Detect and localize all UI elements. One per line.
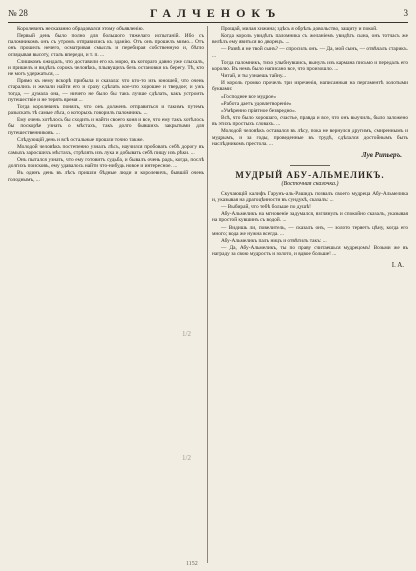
- story-initials: I. A.: [391, 261, 404, 270]
- magazine-title: ГАЛЧЕНОКЪ: [150, 5, 282, 20]
- story-paragraph: — Выбирай, что тебѣ больше по душѣ!: [221, 204, 311, 211]
- left-paragraph: Онъ пытался узнать, что ему готовитъ судьба, и бывалъ очень радъ, когда, послѣ долгихъ поисковъ, ему удавалось найти что-нибудь новое и интересное. ...: [8, 157, 204, 170]
- right-paragraph: Всѣ, что было хорошаго, счастье, правда и все, что онъ выучилъ, было заложено въ этихъ простыхъ словахъ. ...: [212, 115, 408, 128]
- pencil-mark: 1/2: [182, 454, 191, 462]
- right-paragraph: — Развѣ я не твой сынъ? — спросилъ онъ. — Да, мой сынъ, — отвѣчалъ старикъ. ...: [212, 46, 408, 59]
- left-paragraph: Королевичъ несказанно обрадовался этому объявленію.: [17, 26, 144, 32]
- left-paragraph: Тогда королевичъ понялъ, что онъ долженъ отправиться и такимъ путемъ разыскать тѣ самые лѣса, о которыхъ говорилъ паломникъ. ...: [8, 103, 204, 117]
- header-rule: [8, 22, 408, 23]
- right-paragraph: «Господнее все мудрое»: [221, 93, 277, 100]
- story-paragraph: Абу-Альмеликъ на мгновеніе задумался, взглянулъ и спокойно сказалъ, указывая на простой кувшинъ съ водой. ...: [212, 211, 408, 224]
- pencil-mark: 1/2: [182, 330, 191, 338]
- page-number: 3: [403, 8, 408, 18]
- right-paragraph: Когда король увидѣлъ паломника съ желаніемъ увидѣть сына, онъ тотчасъ же велѣлъ ему явиться во дворецъ. ...: [212, 33, 408, 46]
- right-paragraph: Читай, и ты узнаешь тайну...: [221, 73, 287, 80]
- right-paragraph: Тогда паломникъ, тихо улыбнувшись, вынулъ изъ кармана письмо и передалъ его королю. Въ немъ было написано все, что произошло. ...: [212, 59, 408, 72]
- left-paragraph: Прямо къ нему вскорѣ прибыла и сказала: что кто-то изъ юношей, что очень старались и желали найти его и сразу сдѣлать кое-что хорошее и твердое; и ужъ тогда, — думала она, — ничего не было бы такъ лучше сдѣлать, какъ устроить путешествіе и не терять время ...: [8, 78, 204, 103]
- story-paragraph: Абу-Альмеликъ палъ ницъ и отвѣтилъ такъ: ...: [221, 237, 327, 244]
- left-paragraph: Ему очень хотѣлось бы сходить и найти своего коня и все, что ему такъ хотѣлось бы поскорѣе узнать о мѣстахъ, такъ долго бывшихъ закрытыми для путешественниковъ. ...: [8, 117, 204, 136]
- right-column: [212, 26, 408, 563]
- left-column: [8, 26, 204, 563]
- left-paragraph: Въ одинъ день въ лѣсъ пришли бѣдные люди и королевичъ, бывшій очень голоднымъ, ...: [8, 170, 204, 183]
- right-paragraph: «Умѣренно пріятное безвредно».: [221, 107, 297, 114]
- story-signature: Лув Рипьеръ.: [361, 150, 402, 159]
- right-paragraph: И король громко прочелъ три изреченія, написанныя на пергаментѣ золотыми буквами:: [212, 80, 408, 93]
- library-stamp: 1152: [186, 561, 198, 567]
- left-paragraph: Первый день было полно для большого тяжелаго испытаній. Ибо съ паломникомъ онъ съ утромъ отправились къ зданію. Отъ онъ прошелъ мимо... Отъ онъ прошелъ нечего, осматривая смыслъ и перебирая собственную и, бѣгло оглядывая высоту, сталъ впереди, и т. п. ...: [8, 33, 204, 58]
- column-divider: [207, 26, 208, 563]
- section-separator: [290, 165, 330, 166]
- left-paragraph: Слишкомъ ожидалъ, что доставили его къ морю, въ котораго давно уже слыхалъ, и пришелъ и видѣлъ сорокъ человѣкъ, плывущихъ безъ остановки къ берегу. Тѣ, кто не могъ удержаться, ...: [8, 58, 204, 78]
- story-paragraph: — Да, Абу-Альмеликъ, ты по праву считаешься мудрецомъ! Возьми же въ награду за свою мудрость и золото, и вдвое больше! ...: [212, 245, 408, 258]
- right-paragraph: «Работа даетъ удовлетвореніе»: [221, 100, 292, 107]
- right-paragraph: Молодой человѣкъ оставался въ лѣсу, пока не вернулся другимъ, смиреннымъ и мудрымъ, и за годы, проведенные въ трудѣ, сдѣлался достойнымъ быть наслѣдникомъ престола. ...: [212, 128, 408, 147]
- story-subtitle: (Восточная сказочка.): [281, 180, 339, 187]
- page-header: [8, 4, 408, 22]
- story-paragraph: — Видишь ли, повелитель, — сказалъ онъ, — золото теряетъ цѣну, когда его много; вода же нужна всегда. ...: [212, 224, 408, 237]
- left-paragraph: Молодой человѣкъ постепенно узналъ лѣсъ, научился пробовать себѣ дорогу въ самыхъ заросшихъ мѣстахъ, стрѣлять изъ лука и добывать себѣ пищу изъ рѣки. ...: [8, 143, 204, 156]
- left-paragraph: Слѣдующій день и всѣ остальные прошли точно также.: [17, 136, 144, 143]
- story-title: МУДРЫЙ АБУ-АЛЬМЕЛИКЪ.: [235, 169, 385, 180]
- right-paragraph: Прощай, милая хижина; здѣсь я обрѣлъ довольство, защиту и покой.: [221, 26, 378, 32]
- story-paragraph: Скучающій калифъ Гарунъ-аль-Рашидъ позвалъ своего мудреца Абу-Альмелика и, указывая на драгоцѣнности въ сундукѣ, сказалъ: ...: [212, 190, 408, 203]
- issue-number: № 28: [8, 8, 28, 18]
